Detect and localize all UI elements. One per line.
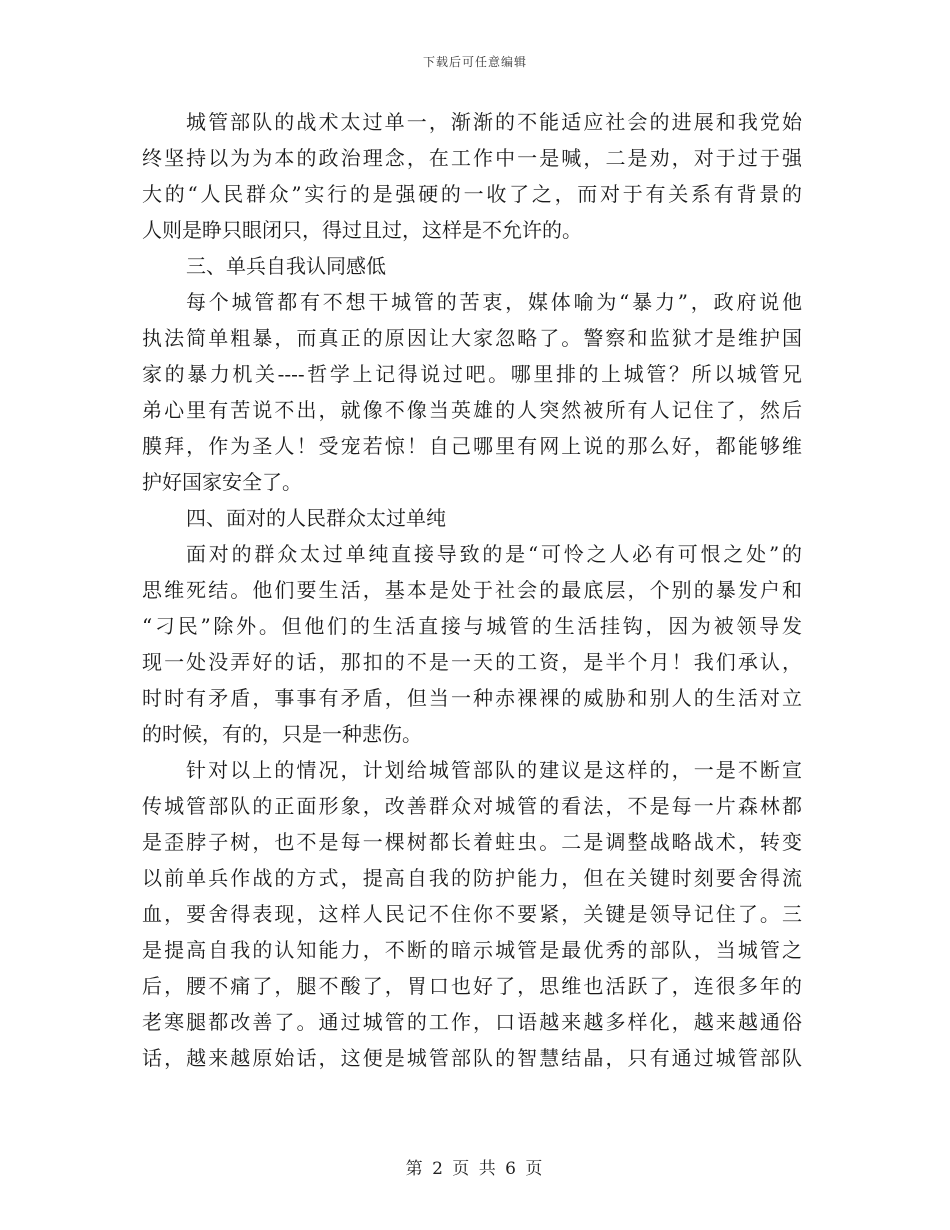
text-line: 终坚持以为为本的政治理念，在工作中一是喊，二是劝，对于过于强 (142, 146, 802, 170)
text-line: 的时候，有的，只是一种悲伤。 (142, 722, 422, 746)
text-line: 后，腰不痛了，腿不酸了，胃口也好了，思维也活跃了，连很多年的 (142, 974, 802, 998)
text-line: 是提高自我的认知能力，不断的暗示城管是最优秀的部队，当城管之 (142, 938, 802, 962)
text-line: 每个城管都有不想干城管的苦衷，媒体喻为“暴力”，政府说他 (186, 290, 802, 314)
page-header-note: 下载后可任意编辑 (422, 55, 527, 69)
text-line: 弟心里有苦说不出，就像不像当英雄的人突然被所有人记住了，然后 (142, 398, 802, 422)
text-line: 膜拜，作为圣人！受宠若惊！自己哪里有网上说的那么好，都能够维 (142, 434, 802, 458)
text-line: 执法简单粗暴，而真正的原因让大家忽略了。警察和监狱才是维护国 (142, 326, 802, 350)
text-line: 护好国家安全了。 (142, 470, 302, 494)
text-line: 人则是睁只眼闭只，得过且过，这样是不允许的。 (142, 218, 582, 242)
document-body (142, 104, 802, 1076)
text-line: 三、单兵自我认同感低 (186, 254, 386, 278)
text-line: 以前单兵作战的方式，提高自我的防护能力，但在关键时刻要舍得流 (142, 866, 802, 890)
text-line: 现一处没弄好的话，那扣的不是一天的工资，是半个月！我们承认， (142, 650, 802, 674)
text-line: 老寒腿都改善了。通过城管的工作，口语越来越多样化，越来越通俗 (142, 1010, 802, 1034)
text-line: 针对以上的情况，计划给城管部队的建议是这样的，一是不断宣 (186, 758, 802, 782)
text-line: 时时有矛盾，事事有矛盾，但当一种赤裸裸的威胁和别人的生活对立 (142, 686, 802, 710)
text-line: 城管部队的战术太过单一，渐渐的不能适应社会的进展和我党始 (186, 110, 802, 134)
text-line: 四、面对的人民群众太过单纯 (186, 506, 446, 530)
text-line: 血，要舍得表现，这样人民记不住你不要紧，关键是领导记住了。三 (142, 902, 802, 926)
text-line: 是歪脖子树，也不是每一棵树都长着蛀虫。二是调整战略战术，转变 (142, 830, 802, 854)
text-line: 话，越来越原始话，这便是城管部队的智慧结晶，只有通过城管部队 (142, 1046, 802, 1070)
text-line: 面对的群众太过单纯直接导致的是“可怜之人必有可恨之处”的 (186, 542, 802, 566)
page-number-footer: 第 2 页 共 6 页 (405, 1159, 545, 1179)
text-line: 传城管部队的正面形象，改善群众对城管的看法，不是每一片森林都 (142, 794, 802, 818)
text-line: 家的暴力机关----哲学上记得说过吧。哪里排的上城管？所以城管兄 (142, 362, 802, 386)
text-line: 思维死结。他们要生活，基本是处于社会的最底层，个别的暴发户和 (142, 578, 802, 602)
text-line: 大的“人民群众”实行的是强硬的一收了之，而对于有关系有背景的 (142, 182, 802, 206)
text-line: “刁民”除外。但他们的生活直接与城管的生活挂钩，因为被领导发 (142, 614, 802, 638)
